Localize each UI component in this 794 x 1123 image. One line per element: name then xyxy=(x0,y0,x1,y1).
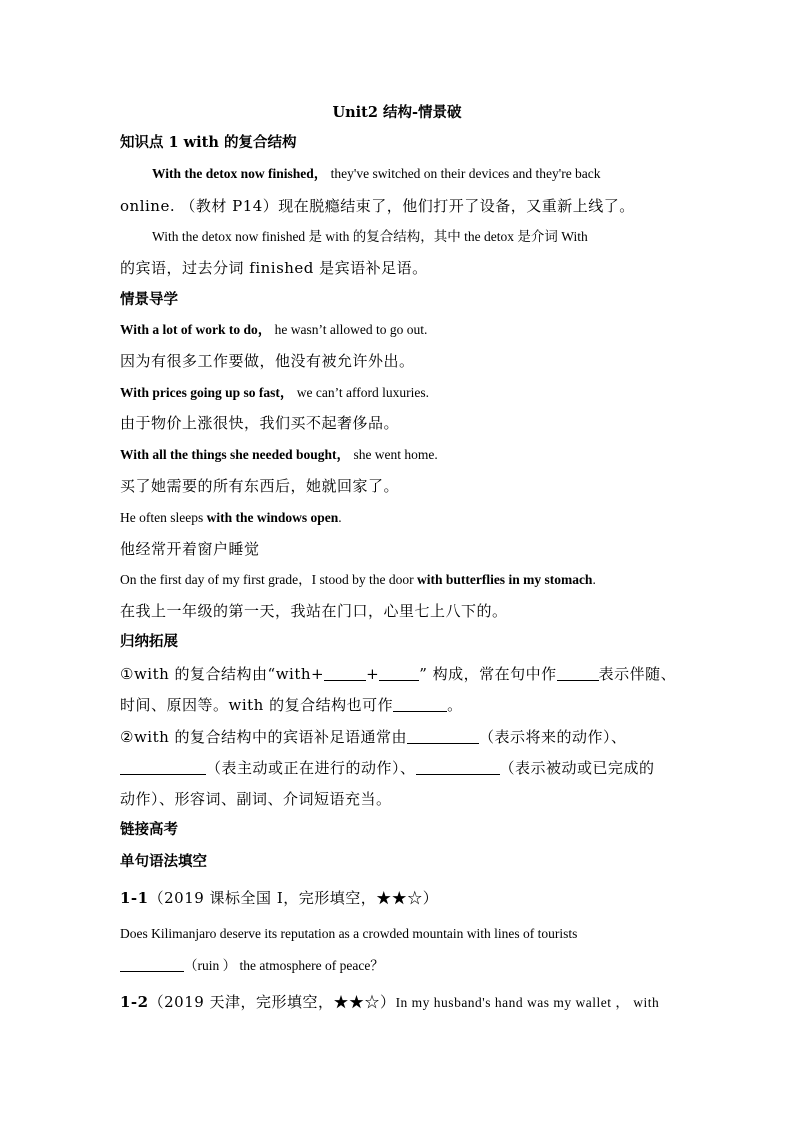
example-sentence-line2: online. （教材 P14）现在脱瘾结束了，他们打开了设备，又重新上线了。 xyxy=(120,197,635,215)
fill-blank[interactable] xyxy=(416,760,500,775)
question-number: 1-2 xyxy=(120,993,149,1011)
guide-translation-2: 由于物价上涨很快，我们买不起奢侈品。 xyxy=(120,414,400,432)
guide-example-4 xyxy=(120,508,680,528)
summary-text: ②with 的复合结构中的宾语补足语通常由 xyxy=(120,728,408,746)
guide-example-post: . xyxy=(338,510,342,525)
exercise-heading: 单句语法填空 xyxy=(120,853,207,870)
question-1-2 xyxy=(120,992,680,1013)
question-1-1-line2 xyxy=(120,956,680,976)
guide-example-bold: With prices going up so fast， xyxy=(120,385,294,400)
guide-translation-3: 买了她需要的所有东西后，她就回家了。 xyxy=(120,477,400,495)
fill-blank[interactable] xyxy=(393,697,447,712)
guide-example-3 xyxy=(120,445,680,465)
fill-blank[interactable] xyxy=(557,666,599,681)
guide-example-rest: she went home. xyxy=(350,447,438,462)
summary-text: 。 xyxy=(447,696,463,714)
summary-item-1 xyxy=(120,664,690,684)
guide-example-pre: He often sleeps xyxy=(120,510,207,525)
fill-blank[interactable] xyxy=(379,666,419,681)
guide-heading: 情景导学 xyxy=(120,291,178,308)
guide-example-1 xyxy=(120,320,680,340)
link-heading: 链接高考 xyxy=(120,821,178,838)
summary-text: （表主动或正在进行的动作）、 xyxy=(206,759,416,777)
guide-example-bold: with butterflies in my stomach xyxy=(416,572,593,587)
fill-blank[interactable] xyxy=(324,666,366,681)
fill-blank[interactable] xyxy=(407,729,479,744)
summary-text: 时间、原因等。with 的复合结构也可作 xyxy=(120,696,394,714)
summary-item-2-cont xyxy=(120,758,690,778)
guide-example-post: . xyxy=(592,572,596,587)
summary-text: （表示被动或已完成的 xyxy=(499,759,655,777)
example-sentence xyxy=(152,164,712,184)
summary-text: ” 构成，常在句中作 xyxy=(419,665,557,683)
question-source: （2019 天津，完形填空，★★☆） xyxy=(148,993,396,1011)
question-hint: （ruin ） xyxy=(184,958,237,973)
question-number: 1-1 xyxy=(120,889,149,907)
summary-text: + xyxy=(366,665,380,683)
guide-example-rest: he wasn’t allowed to go out. xyxy=(271,322,428,337)
guide-example-rest: we can’t afford luxuries. xyxy=(293,385,429,400)
question-1-1-line1: Does Kilimanjaro deserve its reputation as a crowded mountain with lines of tourists xyxy=(120,926,578,941)
example-rest: they've switched on their devices and they're back xyxy=(327,166,601,181)
explanation-line1: With the detox now finished 是 with 的复合结构，其中 the detox 是介词 With xyxy=(152,229,588,244)
guide-translation-1: 因为有很多工作要做，他没有被允许外出。 xyxy=(120,352,415,370)
summary-item-2 xyxy=(120,727,690,747)
page-title: Unit2 结构-情景破 xyxy=(332,104,462,121)
guide-translation-4: 他经常开着窗户睡觉 xyxy=(120,540,260,558)
guide-example-bold: With all the things she needed bought， xyxy=(120,447,351,462)
question-text: In my husband's hand was my wallet ， with xyxy=(395,995,660,1010)
guide-example-5 xyxy=(120,570,690,590)
explanation-line2: 的宾语，过去分词 finished 是宾语补足语。 xyxy=(120,259,428,277)
summary-text: （表示将来的动作）、 xyxy=(479,728,627,746)
guide-example-pre: On the first day of my first grade，I stood by the door xyxy=(120,572,417,587)
guide-example-bold: with the windows open xyxy=(206,510,339,525)
fill-blank[interactable] xyxy=(120,760,206,775)
summary-text: 表示伴随、 xyxy=(598,665,677,683)
knowledge-point-heading: 知识点 1 with 的复合结构 xyxy=(120,134,297,151)
example-bold: With the detox now finished， xyxy=(152,166,328,181)
summary-heading: 归纳拓展 xyxy=(120,633,178,650)
question-source: （2019 课标全国 I，完形填空，★★☆） xyxy=(148,889,439,907)
guide-translation-5: 在我上一年级的第一天，我站在门口，心里七上八下的。 xyxy=(120,602,508,620)
answer-blank[interactable] xyxy=(120,957,184,972)
question-1-1-header xyxy=(120,888,680,908)
summary-item-2-end: 动作）、形容词、副词、介词短语充当。 xyxy=(120,790,392,808)
guide-example-bold: With a lot of work to do， xyxy=(120,322,272,337)
summary-item-1-cont xyxy=(120,695,680,715)
question-text: the atmosphere of peace？ xyxy=(236,958,384,973)
summary-text: ①with 的复合结构由“with+ xyxy=(120,665,325,683)
guide-example-2 xyxy=(120,383,680,403)
